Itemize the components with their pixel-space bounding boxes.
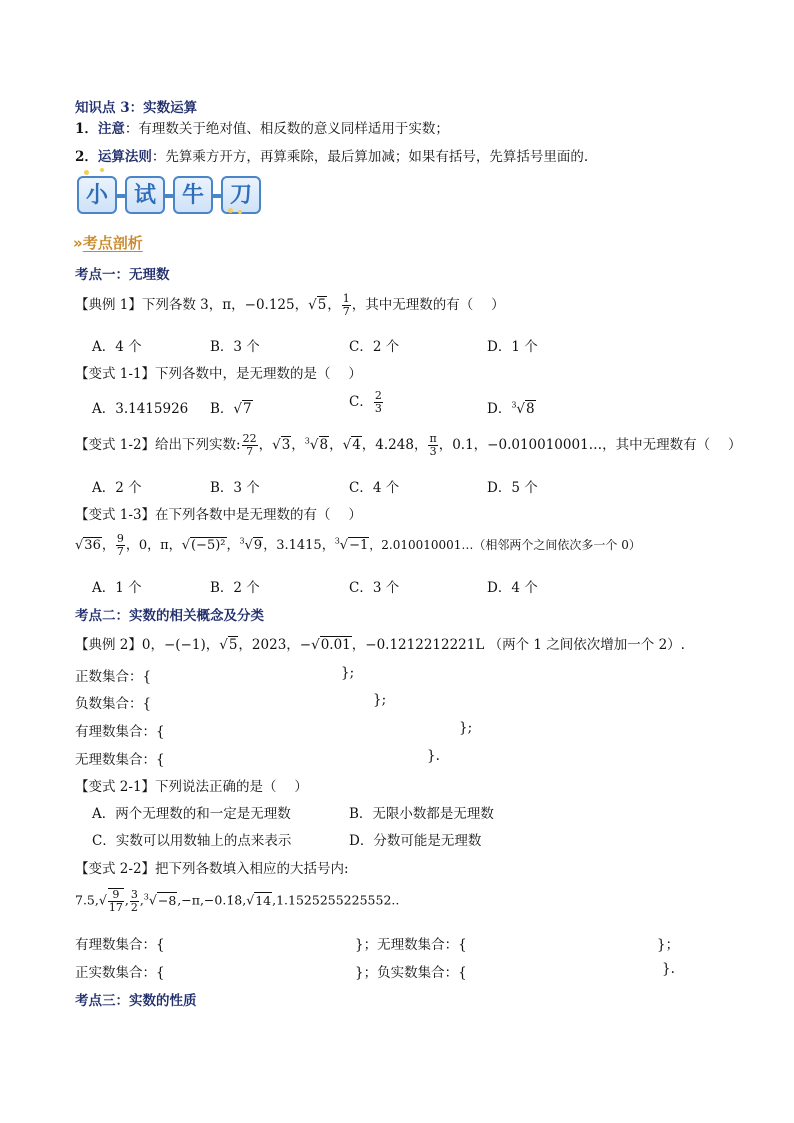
- negative-set-close: };: [373, 692, 387, 708]
- sparkle-icon: [238, 210, 242, 214]
- option-c: C． $\frac{2}{3}$: [349, 389, 382, 415]
- variant-1-3: 【变式 1-3】在下列各数中是无理数的有（ ）: [75, 507, 362, 523]
- option-c: C．2 个: [349, 339, 400, 355]
- item-number: 1．: [75, 121, 98, 137]
- option-b: B．√7: [210, 401, 252, 417]
- option-d: D．4 个: [487, 580, 538, 596]
- option-d: D．5 个: [487, 480, 538, 496]
- option-c: C．实数可以用数轴上的点来表示: [92, 833, 292, 849]
- section-heading: [73, 232, 143, 253]
- item-text: ：有理数关于绝对值、相反数的意义同样适用于实数；: [124, 121, 449, 137]
- option-c: C．4 个: [349, 480, 400, 496]
- option-d: D．分数可能是无理数: [349, 833, 482, 849]
- kd3-title: 考点三：实数的性质: [75, 993, 197, 1009]
- double-chevron-icon: »: [73, 234, 83, 252]
- item-label: 注意: [97, 121, 125, 137]
- irrational-set-close: }.: [427, 748, 440, 764]
- fraction: $\frac{1}{7}$: [342, 292, 350, 318]
- fraction: $\frac{9}{7}$: [116, 532, 124, 558]
- kp3-item-2: [75, 145, 588, 165]
- banner-tile-2: 试: [125, 176, 165, 214]
- banner-tile-1: 小: [77, 176, 117, 214]
- section-title: 考点剖析: [82, 234, 143, 252]
- fraction: $\frac{9}{17}$: [108, 888, 123, 914]
- irrational-set-close: }；: [657, 937, 680, 953]
- kp3-item-1: [75, 117, 449, 137]
- fraction: $\frac{2}{3}$: [374, 389, 382, 415]
- sparkle-icon: [100, 168, 104, 172]
- negative-real-set-label: }；负实数集合：{: [355, 965, 467, 981]
- option-d: D．1 个: [487, 339, 538, 355]
- rational-set-label: 有理数集合：{: [75, 724, 165, 740]
- kd2-title: 考点二：实数的相关概念及分类: [75, 608, 264, 624]
- kd1-title: 考点一：无理数: [75, 267, 170, 283]
- irrational-set-label: }；无理数集合：{: [355, 937, 467, 953]
- item-label: 运算法则: [97, 149, 152, 165]
- option-a: A．1 个: [92, 580, 142, 596]
- banner-tile-3: 牛: [173, 176, 213, 214]
- option-c: C．3 个: [349, 580, 400, 596]
- sparkle-icon: [228, 208, 233, 213]
- option-b: B．3 个: [210, 480, 260, 496]
- variant-1-1: 【变式 1-1】下列各数中，是无理数的是（ ）: [75, 366, 362, 382]
- example-2: 【典例 2】0，−(−1)，√5，2023，−√0.01，−0.1212212221L （两个 1 之间依次增加一个 2）.: [75, 637, 685, 653]
- option-a: A．2 个: [92, 480, 142, 496]
- positive-set-label: 正数集合：{: [75, 669, 152, 685]
- banner-connector: [165, 194, 173, 198]
- option-a: A．两个无理数的和一定是无理数: [92, 806, 291, 822]
- variant-1-3-numbers: √36， $\frac{9}{7}$ ，0，π，√(−5)²，$^3$√9，3.1415，$^3$√−1，2.010010001…（相邻两个之间依次多一个 0）: [75, 532, 641, 558]
- banner-connector: [117, 194, 125, 198]
- option-b: B．2 个: [210, 580, 260, 596]
- item-number: 2．: [75, 149, 98, 165]
- fraction: $\frac{3}{2}$: [130, 887, 138, 914]
- kp3-heading: 知识点 3：实数运算: [75, 100, 198, 116]
- variant-2-2-numbers: 7.5,√ $\frac{9}{17}$ , $\frac{3}{2}$ ,$^3$√−8,−π,−0.1̇8̇,√14,1.1525255225552..: [75, 887, 400, 914]
- option-a: A．3.1415926: [92, 401, 189, 417]
- option-a: A．4 个: [92, 339, 142, 355]
- rational-set-close: };: [459, 720, 473, 736]
- fraction: $\frac{22}{7}$: [242, 432, 257, 458]
- banner-tile-4: 刀: [221, 176, 261, 214]
- option-d: D．$^3$√8: [487, 400, 535, 417]
- negative-set-label: 负数集合：{: [75, 696, 152, 712]
- sparkle-icon: [84, 170, 89, 175]
- positive-set-close: };: [341, 665, 355, 681]
- irrational-set-label: 无理数集合：{: [75, 752, 165, 768]
- example-1: 【典例 1】下列各数 3，π，−0.125，√5， $\frac{1}{7}$ ，其中无理数的有（ ）: [75, 292, 505, 318]
- variant-2-2: 【变式 2-2】把下列各数填入相应的大括号内:: [75, 861, 349, 877]
- option-b: B．无限小数都是无理数: [349, 806, 494, 822]
- positive-real-set-label: 正实数集合：{: [75, 965, 165, 981]
- variant-1-2: 【变式 1-2】给出下列实数: $\frac{22}{7}$ ，√3，$^3$√8，√4，4.24̇8̇， $\frac{\pi}{3}$ ，0.1，−0.010010001…，其中无理数有（ ）: [75, 432, 742, 458]
- rational-set-label: 有理数集合：{: [75, 937, 165, 953]
- banner-connector: [213, 194, 221, 198]
- variant-2-1: 【变式 2-1】下列说法正确的是（ ）: [75, 779, 308, 795]
- option-b: B．3 个: [210, 339, 260, 355]
- item-text: ：先算乘方开方，再算乘除，最后算加减；如果有括号，先算括号里面的.: [151, 149, 589, 165]
- fraction: $\frac{\pi}{3}$: [429, 432, 437, 458]
- negative-real-set-close: }.: [662, 961, 675, 977]
